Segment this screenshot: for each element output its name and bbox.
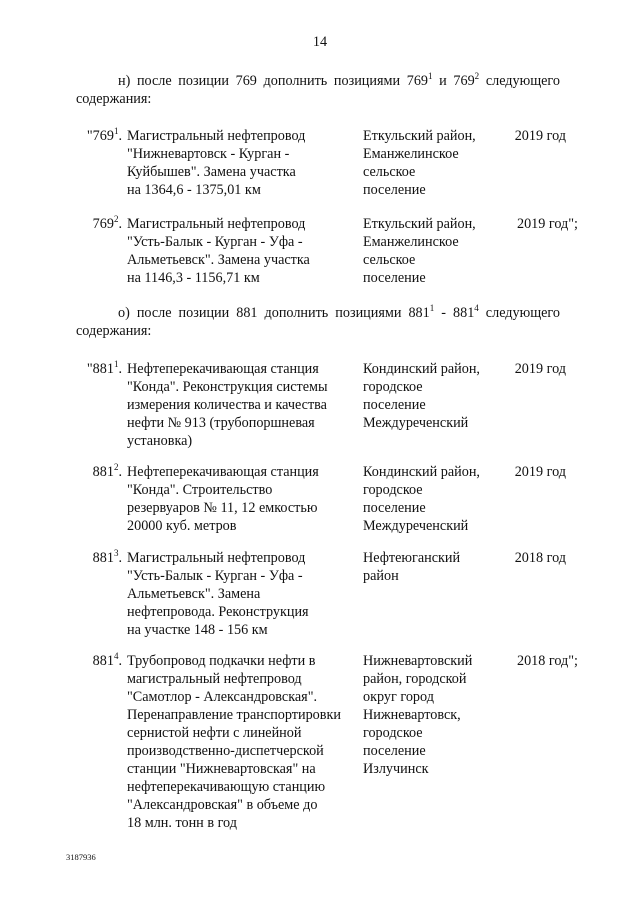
position-number: "$881^1$. bbox=[86, 359, 122, 377]
page-number: 14 bbox=[312, 34, 328, 50]
position-description: Трубопровод подкачки нефти в магистральный нефтепровод "Самотлор - Александровская". Перенаправление транспортировки сернистой нефти с линейной производственно-диспетчерской станции "Нижневартовская" на нефтеперекачивающую станцию "Александровская" в объеме до 18 млн. тонн в год bbox=[127, 653, 341, 831]
position-row-881-4 bbox=[76, 651, 578, 832]
section-n-sup1: 1 bbox=[428, 71, 433, 81]
section-o-line2: содержания: bbox=[76, 323, 152, 339]
section-o-suffix: следующего bbox=[478, 305, 560, 321]
position-number: "$769^1$. bbox=[86, 126, 122, 144]
section-o-sup2: 4 bbox=[474, 303, 479, 313]
section-n-text: н) после позиции 769 дополнить позициями 769 bbox=[118, 73, 429, 89]
position-number: $881^3$. bbox=[92, 548, 122, 566]
position-location: Нефтеюганский район bbox=[363, 550, 461, 584]
section-n-sup2: 2 bbox=[474, 71, 480, 81]
position-year: 2019 год"; bbox=[516, 216, 578, 232]
document-code: 3187936 bbox=[66, 852, 96, 862]
section-n-line2: содержания: bbox=[76, 91, 152, 107]
position-year: 2019 год bbox=[514, 464, 566, 480]
position-year: 2019 год bbox=[514, 361, 566, 377]
section-o-sup1: 1 bbox=[429, 303, 435, 313]
position-description: Магистральный нефтепровод "Усть-Балык - Курган - Уфа - Альметьевск". Замена нефтепровода. Реконструкция на участке 148 - 156 км bbox=[127, 550, 309, 638]
position-location: Еткульский район, Еманжелинское сельское поселение bbox=[363, 216, 476, 286]
position-year: 2018 год"; bbox=[516, 653, 578, 669]
position-number: $769^2$. bbox=[92, 214, 122, 232]
section-n-suffix: следующего bbox=[479, 73, 560, 89]
position-location: Кондинский район, городское поселение Междуреченский bbox=[363, 464, 480, 534]
position-description: Нефтеперекачивающая станция "Конда". Реконструкция системы измерения количества и качества нефти № 913 (трубопоршневая установка) bbox=[127, 361, 328, 449]
position-number: $881^4$. bbox=[92, 651, 122, 669]
position-row-769-2 bbox=[76, 214, 578, 375]
section-o-dash: - 881 bbox=[434, 305, 475, 321]
position-description: Магистральный нефтепровод "Нижневартовск - Курган - Куйбышев". Замена участка на 1364,6 - 1375,01 км bbox=[127, 128, 306, 198]
position-year: 2018 год bbox=[514, 550, 566, 566]
section-n-intro bbox=[76, 72, 560, 108]
position-description: Нефтеперекачивающая станция "Конда". Строительство резервуаров № 11, 12 емкостью 20000 куб. метров bbox=[127, 464, 319, 534]
position-number: $881^2$. bbox=[92, 462, 122, 480]
position-location: Нижневартовский район, городской округ город Нижневартовск, городское поселение Излучинск bbox=[363, 653, 473, 777]
section-n-and: и 769 bbox=[432, 73, 475, 89]
section-o-text: о) после позиции 881 дополнить позициями 881 bbox=[118, 305, 430, 321]
position-description: Магистральный нефтепровод "Усть-Балык - Курган - Уфа - Альметьевск". Замена участка на 1146,3 - 1156,71 км bbox=[127, 216, 310, 286]
position-year: 2019 год bbox=[514, 128, 566, 144]
position-location: Кондинский район, городское поселение Междуреченский bbox=[363, 361, 480, 431]
position-location: Еткульский район, Еманжелинское сельское поселение bbox=[363, 128, 476, 198]
section-o-intro bbox=[76, 304, 560, 340]
